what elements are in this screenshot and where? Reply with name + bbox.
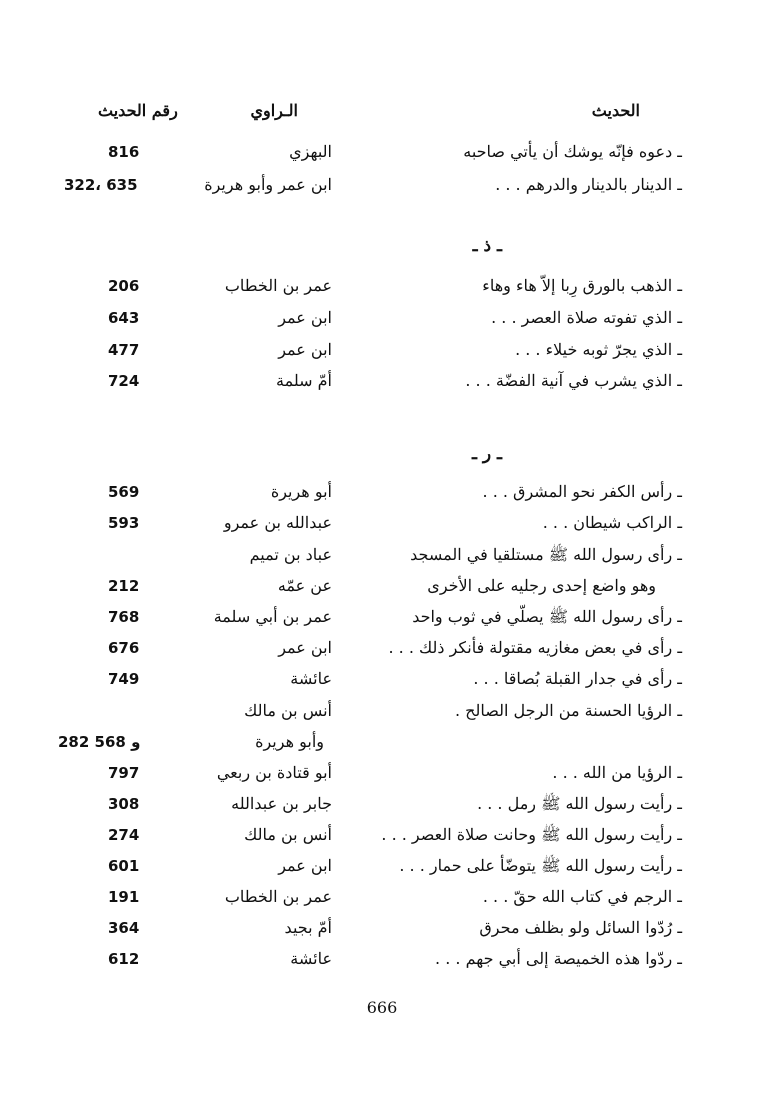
hadith-number: 643 [108,309,140,327]
hadith-text: ـ الذهب بالورق رِبا إلاّ هاء وهاء [482,276,682,295]
hadith-text: ـ رأى في جدار القبلة بُصاقا . . . [473,669,682,688]
hadith-text: ـ رأى رسول الله ﷺ يصلّي في ثوب واحد [412,607,682,626]
table-row [0,696,764,726]
hadith-text: ـ الرؤيا من الله . . . [552,763,682,782]
hadith-number: 308 [108,795,140,813]
rawi-name: عمر بن أبي سلمة [213,607,332,626]
table-row [0,882,764,912]
rawi-name: أمّ بجيد [284,918,332,937]
rawi-name: عبدالله بن عمرو [223,513,332,532]
rawi-name: أنس بن مالك [244,825,332,844]
table-row [0,137,764,167]
table-row [0,913,764,943]
hadith-text: ـ رأى رسول الله ﷺ مستلقيا في المسجد [410,545,682,564]
hadith-number: 322، 635 [64,176,138,194]
hadith-text: ـ ردّوا هذه الخميصة إلى أبي جهم . . . [435,949,682,968]
header-num: رقم الحديث [98,101,178,120]
section-letter-dhal: ـ ذ ـ [472,236,502,256]
table-row [0,366,764,396]
hadith-number: 212 [108,577,140,595]
table-row [0,271,764,301]
hadith-number: 797 [108,764,140,782]
rawi-name: أبو هريرة [270,482,332,501]
rawi-name: أبو قتادة بن ربعي [216,763,332,782]
table-row [0,633,764,663]
rawi-name: أنس بن مالك [244,701,332,720]
rawi-name: ابن عمر [278,340,332,359]
table-row [0,170,764,200]
hadith-number: 206 [108,277,140,295]
header-rawi: الـراوي [250,101,298,120]
hadith-text: ـ رأى في بعض مغازيه مقتولة فأنكر ذلك . . . [388,638,682,657]
table-row [0,335,764,365]
rawi-name: عمر بن الخطاب [224,276,332,295]
hadith-number: 816 [108,143,140,161]
rawi-name: عمر بن الخطاب [224,887,332,906]
hadith-text: ـ رُدّوا السائل ولو بظلف محرق [479,918,682,937]
rawi-name: ابن عمر [278,308,332,327]
hadith-text: ـ الرجم في كتاب الله حقّ . . . [482,887,682,906]
table-row [0,508,764,538]
rawi-name: عباد بن تميم [249,545,332,564]
hadith-text: ـ دعوه فإنّه يوشك أن يأتي صاحبه [463,142,682,161]
hadith-text: وهو واضع إحدى رجليه على الأخرى [427,576,656,595]
hadith-number: 593 [108,514,140,532]
table-row [0,789,764,819]
hadith-number: 569 [108,483,140,501]
table-row [0,571,764,601]
table-row [0,303,764,333]
hadith-number: 676 [108,639,140,657]
table-row [0,727,764,757]
hadith-number: 282 و 568 [58,733,141,751]
hadith-number: 724 [108,372,140,390]
rawi-name: البهزي [289,142,332,161]
table-row [0,758,764,788]
hadith-number: 612 [108,950,140,968]
hadith-number: 768 [108,608,140,626]
hadith-text: ـ الرؤيا الحسنة من الرجل الصالح . [455,701,682,720]
table-row [0,477,764,507]
rawi-name: ابن عمر وأبو هريرة [204,175,332,194]
rawi-name: جابر بن عبدالله [231,794,332,813]
header-hadith: الحديث [591,101,640,120]
table-row [0,944,764,974]
hadith-text: ـ الذي تفوته صلاة العصر . . . [491,308,682,327]
hadith-number: 191 [108,888,140,906]
hadith-number: 601 [108,857,140,875]
hadith-number: 749 [108,670,140,688]
column-headers [0,96,764,126]
table-row [0,602,764,632]
table-row [0,540,764,570]
hadith-text: ـ الدينار بالدينار والدرهم . . . [495,175,682,194]
hadith-text: ـ الراكب شيطان . . . [542,513,682,532]
hadith-text: ـ الذي يجرّ ثوبه خيلاء . . . [515,340,682,359]
rawi-name: عن عمّه [277,576,332,595]
hadith-number: 364 [108,919,140,937]
rawi-name: ابن عمر [278,856,332,875]
hadith-text: ـ رأس الكفر نحو المشرق . . . [482,482,682,501]
section-letter-ra: ـ ر ـ [471,444,502,464]
rawi-name: أمّ سلمة [276,371,332,390]
page-number: 666 [366,998,398,1017]
rawi-name: وأبو هريرة [255,732,324,751]
hadith-text: ـ رأيت رسول الله ﷺ وحانت صلاة العصر . . . [381,825,682,844]
hadith-number: 477 [108,341,140,359]
hadith-text: ـ رأيت رسول الله ﷺ رمل . . . [477,794,682,813]
rawi-name: ابن عمر [278,638,332,657]
hadith-text: ـ الذي يشرب في آنية الفضّة . . . [465,371,682,390]
table-row [0,851,764,881]
table-row [0,664,764,694]
table-row [0,820,764,850]
rawi-name: عائشة [290,669,332,688]
hadith-number: 274 [108,826,140,844]
rawi-name: عائشة [290,949,332,968]
hadith-text: ـ رأيت رسول الله ﷺ يتوضّأ على حمار . . . [399,856,682,875]
